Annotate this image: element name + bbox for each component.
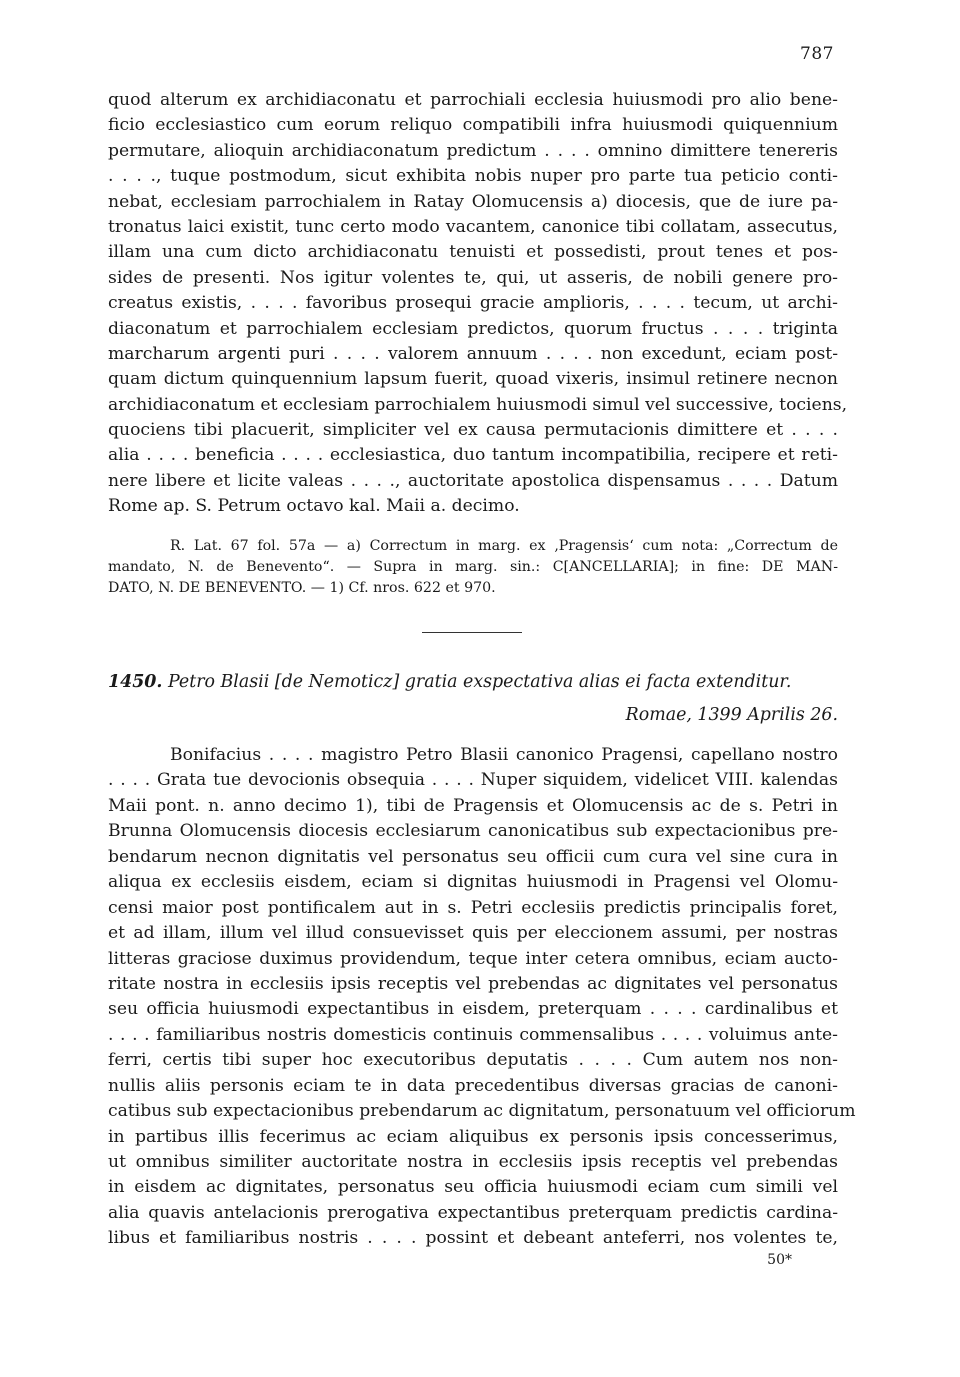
text-line: . . . ., tuque postmodum, sicut exhibita nobis nuper pro parte tua peticio conti-: [108, 166, 838, 187]
text-line: sides de presenti. Nos igitur volentes te, qui, ut asseris, de nobili genere pro-: [108, 267, 838, 288]
text-line: creatus existis, . . . . favoribus prosequi gracie amplioris, . . . . tecum, ut archi-: [108, 293, 838, 314]
text-line: illam una cum dicto archidiaconatu tenuisti et possedisti, prout tenes et pos-: [108, 242, 838, 263]
text-line: marcharum argenti puri . . . . valorem annuum . . . . non excedunt, eciam post-: [108, 343, 838, 364]
sheet-signature: 50*: [767, 1252, 792, 1268]
text-line: . . . . familiaribus nostris domesticis continuis commensalibus . . . . voluimus ante-: [108, 1024, 838, 1045]
text-line: archidiaconatum et ecclesiam parrochialem huiusmodi simul vel successive, tociens,: [108, 394, 848, 415]
text-line: censi maior post pontificalem aut in s. Petri ecclesiis predictis principalis foret,: [108, 897, 838, 918]
separator-rule: [422, 632, 522, 633]
text-line: diaconatum et parrochialem ecclesiam predictos, quorum fructus . . . . triginta: [108, 318, 838, 339]
text-line: mandato, N. de Benevento“. — Supra in marg. sin.: C[ANCELLARIA]; in fine: DE MAN-: [108, 559, 838, 576]
text-line: ut omnibus similiter auctoritate nostra in ecclesiis ipsis receptis vel prebendas: [108, 1152, 838, 1172]
text-line: in partibus illis fecerimus ac eciam aliquibus ex personis ipsis concesserimus,: [108, 1126, 838, 1147]
text-line: nebat, ecclesiam parrochialem in Ratay Olomucensis a) diocesis, que de iure pa-: [108, 191, 838, 212]
text-line: ferri, certis tibi super hoc executoribus deputatis . . . . Cum autem nos non-: [108, 1050, 838, 1071]
text-line: et ad illam, illum vel illud consuevisset quis per eleccionem assumi, per nostras: [108, 923, 838, 944]
text-line: alia . . . . beneficia . . . . ecclesiastica, duo tantum incompatibilia, recipere et reti-: [108, 445, 838, 466]
text-line: quod alterum ex archidiaconatu et parrochiali ecclesia huiusmodi pro alio bene-: [108, 90, 838, 110]
entry-title: Petro Blasii [de Nemoticz] gratia exspectativa alias ei facta extenditur.: [168, 672, 792, 692]
text-line: catibus sub expectacionibus prebendarum ac dignitatum, personatuum vel officiorum: [108, 1101, 856, 1122]
text-line: R. Lat. 67 fol. 57a — a) Correctum in marg. ex ‚Pragensis‘ cum nota: „Correctum de: [170, 538, 838, 554]
text-line: ritate nostra in ecclesiis ipsis receptis vel prebendas ac dignitates vel personatus: [108, 973, 838, 994]
text-line: alia quavis antelacionis prerogativa expectantibus preterquam predictis cardina-: [108, 1202, 838, 1223]
text-line: aliqua ex ecclesiis eisdem, eciam si dignitas huiusmodi in Pragensi vel Olomu-: [108, 872, 838, 893]
text-line: seu officia huiusmodi expectantibus in eisdem, preterquam . . . . cardinalibus et: [108, 999, 838, 1020]
text-line: Brunna Olomucensis diocesis ecclesiarum canonicatibus sub expectacionibus pre-: [108, 821, 838, 842]
footnotes: [108, 536, 838, 600]
text-line: ficio ecclesiastico cum eorum reliquo compatibili infra huiusmodi quiquennium: [108, 115, 838, 136]
entry-place-date: Romae, 1399 Aprilis 26.: [625, 705, 838, 725]
page-number: 787: [800, 44, 834, 64]
text-line: Rome ap. S. Petrum octavo kal. Maii a. decimo.: [108, 496, 520, 517]
text-line: Bonifacius . . . . magistro Petro Blasii canonico Pragensi, capellano nostro: [170, 745, 838, 765]
text-line: litteras graciose duximus providendum, teque inter cetera omnibus, eciam aucto-: [108, 948, 838, 969]
text-line: permutare, alioquin archidiaconatum predictum . . . . omnino dimittere tenereris: [108, 140, 838, 161]
text-body-top: [108, 88, 848, 520]
text-line: in eisdem ac dignitates, personatus seu officia huiusmodi eciam cum simili vel: [108, 1177, 838, 1198]
text-line: quam dictum quinquennium lapsum fuerit, quoad vixeris, insimul retinere necnon: [108, 369, 838, 390]
entry-heading: [108, 672, 838, 692]
text-line: quociens tibi placuerit, simpliciter vel ex causa permutacionis dimittere et . . . .: [108, 420, 838, 441]
text-line: nere libere et licite valeas . . . ., auctoritate apostolica dispensamus . . . . Datum: [108, 470, 838, 491]
text-line: bendarum necnon dignitatis vel personatus seu officii cum cura vel sine cura in: [108, 846, 838, 867]
text-line: DATO, N. DE BENEVENTO. — 1) Cf. nros. 622 et 970.: [108, 580, 496, 597]
entry-number: 1450.: [108, 672, 163, 692]
text-line: nullis aliis personis eciam te in data precedentibus diversas gracias de canoni-: [108, 1075, 838, 1096]
text-body-main: [108, 743, 856, 1252]
text-line: libus et familiaribus nostris . . . . possint et debeant anteferri, nos volentes te,: [108, 1228, 838, 1249]
text-line: . . . . Grata tue devocionis obsequia . . . . Nuper siquidem, videlicet VIII. kalendas: [108, 770, 838, 791]
text-line: Maii pont. n. anno decimo 1), tibi de Pragensis et Olomucensis ac de s. Petri in: [108, 795, 838, 816]
text-line: tronatus laici existit, tunc certo modo vacantem, canonice tibi collatam, assecutus,: [108, 216, 838, 237]
